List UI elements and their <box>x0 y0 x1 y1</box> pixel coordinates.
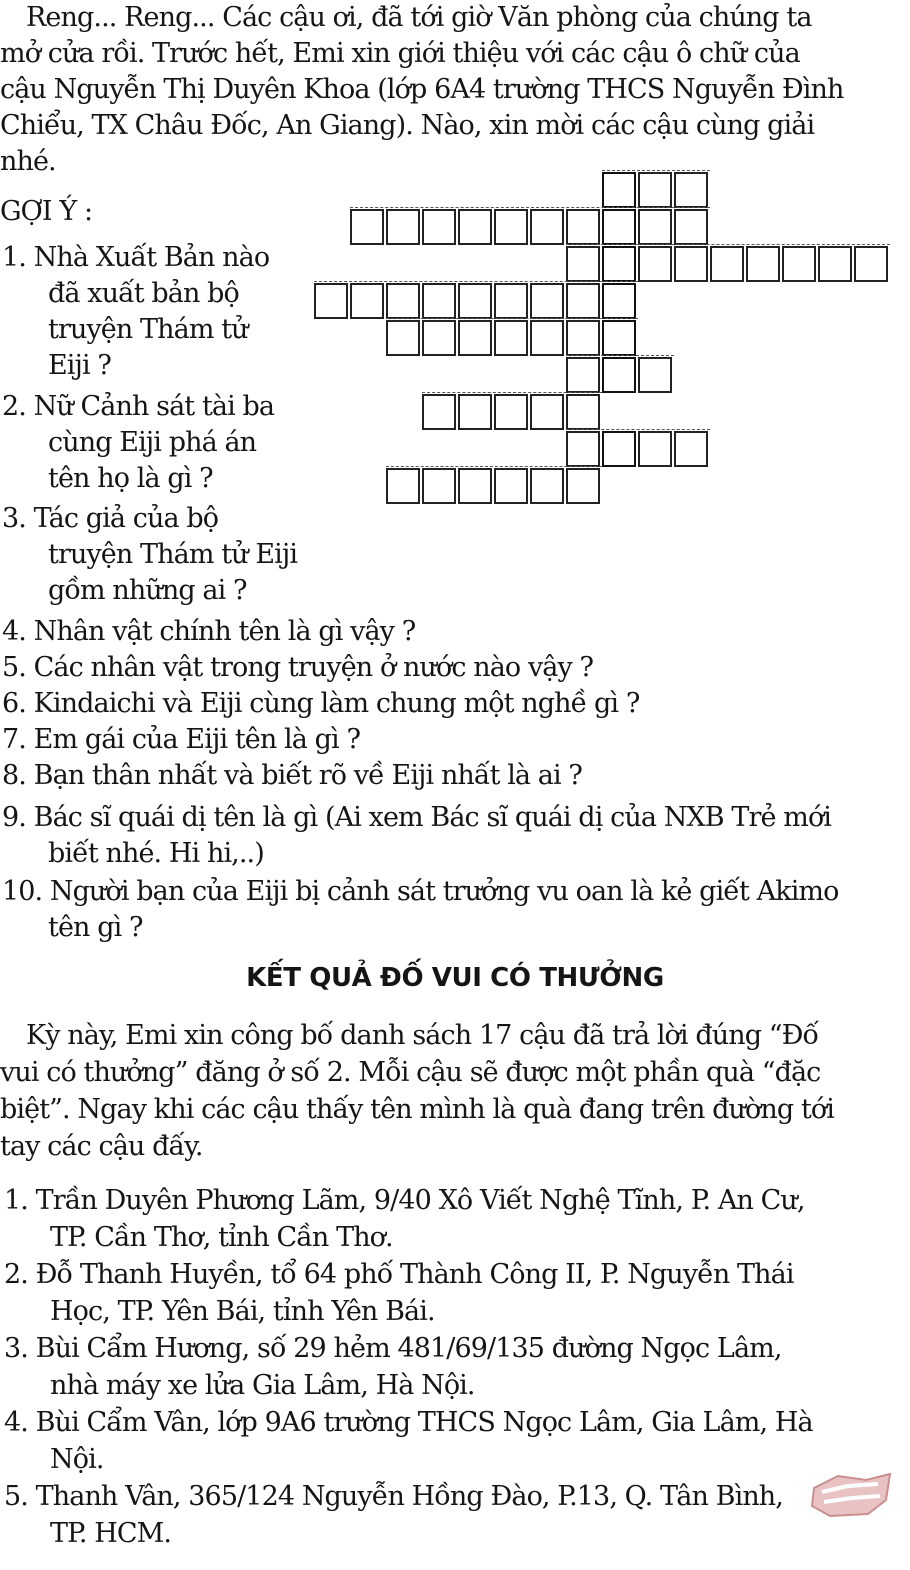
crossword-cell <box>458 209 492 245</box>
hint-8: 8. Bạn thân nhất và biết rõ về Eiji nhất là ai ? <box>2 760 583 791</box>
crossword-cell <box>638 172 672 208</box>
crossword-cell <box>674 431 708 467</box>
crossword-cell <box>422 468 456 504</box>
crossword-cell <box>674 209 708 245</box>
hint-9-line-1: 9. Bác sĩ quái dị tên là gì (Ai xem Bác sĩ quái dị của NXB Trẻ mới <box>2 802 832 833</box>
crossword-cell <box>458 468 492 504</box>
winner-4-line-1: 4. Bùi Cẩm Vân, lớp 9A6 trường THCS Ngọc Lâm, Gia Lâm, Hà <box>4 1407 813 1438</box>
crossword-key-cell <box>602 246 636 282</box>
hint-1-line-3: truyện Thám tử <box>48 314 248 345</box>
crossword-cell <box>566 209 600 245</box>
hint-6: 6. Kindaichi và Eiji cùng làm chung một nghề gì ? <box>2 688 640 719</box>
winner-4-line-2: Nội. <box>50 1444 104 1475</box>
crossword-cell <box>422 283 456 319</box>
crossword-row-rule <box>422 392 602 393</box>
crossword-cell <box>638 209 672 245</box>
intro-line-4: Chiểu, TX Châu Đốc, An Giang). Nào, xin mời các cậu cùng giải <box>0 110 815 141</box>
crossword-row-rule <box>566 429 710 430</box>
crossword-cell <box>494 468 528 504</box>
crossword-cell <box>782 246 816 282</box>
crossword-cell <box>638 246 672 282</box>
crossword-row-rule <box>314 281 638 282</box>
crossword-cell <box>494 320 528 356</box>
crossword-cell <box>494 283 528 319</box>
crossword-row-rule <box>566 355 674 356</box>
crossword-cell <box>854 246 888 282</box>
crossword-cell <box>566 320 600 356</box>
crossword-cell <box>530 394 564 430</box>
magazine-logo-stamp <box>808 1470 894 1520</box>
crossword-cell <box>566 394 600 430</box>
results-intro-line-2: vui có thưởng” đăng ở số 2. Mỗi cậu sẽ được một phần quà “đặc <box>0 1057 821 1088</box>
hint-4: 4. Nhân vật chính tên là gì vậy ? <box>2 616 416 647</box>
winner-5-line-1: 5. Thanh Vân, 365/124 Nguyễn Hồng Đào, P.13, Q. Tân Bình, <box>4 1481 783 1512</box>
hint-2-line-2: cùng Eiji phá án <box>48 427 257 458</box>
crossword-cell <box>674 246 708 282</box>
crossword-row-rule <box>566 244 890 245</box>
crossword-cell <box>386 283 420 319</box>
hint-1-line-1: 1. Nhà Xuất Bản nào <box>2 242 270 273</box>
crossword-row-rule <box>602 170 710 171</box>
crossword-cell <box>350 209 384 245</box>
crossword-cell <box>314 283 348 319</box>
crossword-cell <box>386 320 420 356</box>
crossword-cell <box>458 320 492 356</box>
crossword-cell <box>494 209 528 245</box>
hint-3-line-3: gồm những ai ? <box>48 575 247 606</box>
results-intro-line-4: tay các cậu đấy. <box>0 1131 203 1162</box>
winner-2-line-2: Học, TP. Yên Bái, tỉnh Yên Bái. <box>50 1296 435 1327</box>
results-title: KẾT QUẢ ĐỐ VUI CÓ THƯỞNG <box>246 963 664 993</box>
results-intro-line-1: Kỳ này, Emi xin công bố danh sách 17 cậu đã trả lời đúng “Đố <box>26 1020 819 1051</box>
hint-1-line-4: Eiji ? <box>48 350 112 381</box>
crossword-cell <box>350 283 384 319</box>
crossword-cell <box>494 394 528 430</box>
crossword-cell <box>530 468 564 504</box>
crossword-cell <box>458 283 492 319</box>
crossword-cell <box>530 209 564 245</box>
hint-9-line-2: biết nhé. Hi hi,..) <box>48 838 264 869</box>
winner-2-line-1: 2. Đỗ Thanh Huyền, tổ 64 phố Thành Công II, P. Nguyễn Thái <box>4 1259 794 1290</box>
crossword-key-cell <box>602 283 636 319</box>
crossword-cell <box>566 431 600 467</box>
crossword-cell <box>386 468 420 504</box>
crossword-key-cell <box>602 320 636 356</box>
crossword-cell <box>746 246 780 282</box>
crossword-cell <box>566 246 600 282</box>
crossword-key-cell <box>602 209 636 245</box>
intro-line-2: mở cửa rồi. Trước hết, Emi xin giới thiệu với các cậu ô chữ của <box>0 38 800 69</box>
intro-line-3: cậu Nguyễn Thị Duyên Khoa (lớp 6A4 trường THCS Nguyễn Đình <box>0 74 844 105</box>
winner-3-line-2: nhà máy xe lửa Gia Lâm, Hà Nội. <box>50 1370 475 1401</box>
crossword-cell <box>566 283 600 319</box>
hint-3-line-2: truyện Thám tử Eiji <box>48 539 298 570</box>
intro-line-5: nhé. <box>0 146 56 177</box>
hint-7: 7. Em gái của Eiji tên là gì ? <box>2 724 361 755</box>
hint-3-line-1: 3. Tác giả của bộ <box>2 503 219 534</box>
hint-10-line-2: tên gì ? <box>48 912 143 943</box>
crossword-cell <box>422 394 456 430</box>
crossword-cell <box>422 320 456 356</box>
crossword-cell <box>638 431 672 467</box>
crossword-cell <box>638 357 672 393</box>
crossword-cell <box>710 246 744 282</box>
winner-1-line-2: TP. Cần Thơ, tỉnh Cần Thơ. <box>50 1222 393 1253</box>
hint-10-line-1: 10. Người bạn của Eiji bị cảnh sát trưởng vu oan là kẻ giết Akimo <box>2 876 839 907</box>
winner-3-line-1: 3. Bùi Cẩm Hương, số 29 hẻm 481/69/135 đường Ngọc Lâm, <box>4 1333 782 1364</box>
crossword-key-cell <box>602 431 636 467</box>
crossword-key-cell <box>602 172 636 208</box>
hint-2-line-1: 2. Nữ Cảnh sát tài ba <box>2 391 275 422</box>
winner-5-line-2: TP. HCM. <box>50 1518 172 1549</box>
crossword-cell <box>386 209 420 245</box>
crossword-row-rule <box>386 318 638 319</box>
intro-line-1: Reng... Reng... Các cậu ơi, đã tới giờ Văn phòng của chúng ta <box>26 2 812 33</box>
crossword-cell <box>422 209 456 245</box>
crossword-cell <box>674 172 708 208</box>
crossword-cell <box>818 246 852 282</box>
hint-5: 5. Các nhân vật trong truyện ở nước nào vậy ? <box>2 652 594 683</box>
crossword-cell <box>458 394 492 430</box>
hint-2-line-3: tên họ là gì ? <box>48 463 213 494</box>
hint-1-line-2: đã xuất bản bộ <box>48 278 239 309</box>
hints-heading: GỢI Ý : <box>0 196 93 227</box>
crossword-cell <box>566 468 600 504</box>
crossword-cell <box>530 283 564 319</box>
crossword-row-rule <box>350 207 710 208</box>
winner-1-line-1: 1. Trần Duyên Phương Lãm, 9/40 Xô Viết Nghệ Tĩnh, P. An Cư, <box>4 1185 805 1216</box>
crossword-cell <box>566 357 600 393</box>
crossword-key-cell <box>602 357 636 393</box>
results-intro-line-3: biệt”. Ngay khi các cậu thấy tên mình là quà đang trên đường tới <box>0 1094 834 1125</box>
crossword-cell <box>530 320 564 356</box>
crossword-row-rule <box>386 466 602 467</box>
